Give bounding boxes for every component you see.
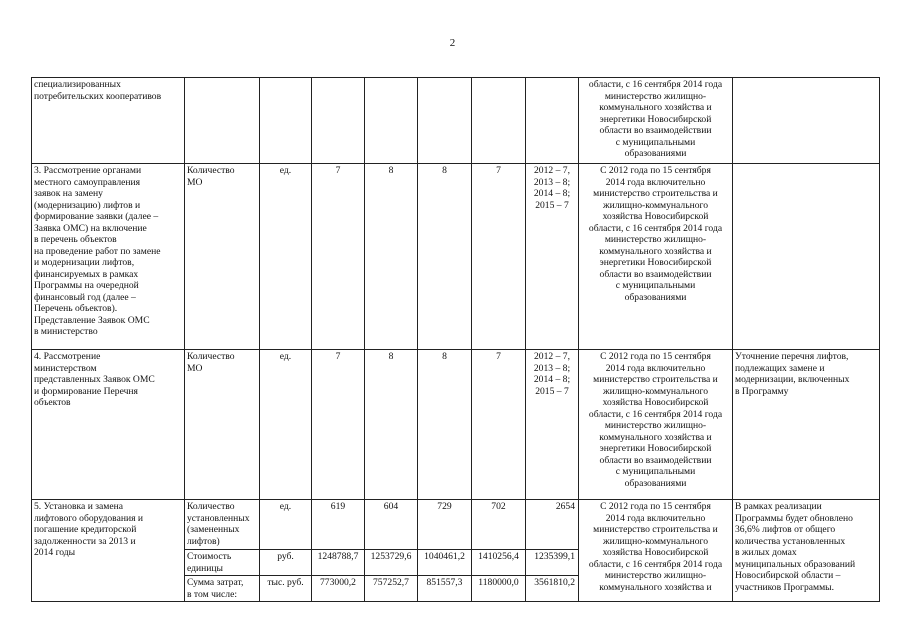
value-2015-cell: 7 [472, 350, 526, 500]
value-2012-cell: 1248788,7 [312, 550, 365, 576]
unit-cell: ед. [260, 350, 312, 500]
value-2014-cell: 851557,3 [418, 576, 472, 602]
value-2012-cell: 619 [312, 500, 365, 550]
result-cell [733, 164, 880, 350]
unit-cell [260, 78, 312, 164]
indicator-cell: Количество МО [185, 164, 260, 350]
value-2013-cell: 757252,7 [365, 576, 418, 602]
indicator-cell: Количество МО [185, 350, 260, 500]
result-cell: В рамках реализации Программы будет обновлено 36,6% лифтов от общего количества установленных в жилых домах муниципальных образований Новосибирской области – участников Программы. [733, 500, 880, 602]
value-2014-cell: 729 [418, 500, 472, 550]
executor-cell: С 2012 года по 15 сентября 2014 года включительно министерство строительства и жилищно-коммунального хозяйства Новосибирской области, с 16 сентября 2014 года министерство жилищно- коммунального хозяйства и энергетики Новосибирской области во взаимодействии с муниципальными образованиями [579, 350, 733, 500]
value-2012-cell [312, 78, 365, 164]
value-2014-cell: 8 [418, 164, 472, 350]
value-2012-cell: 773000,2 [312, 576, 365, 602]
value-2012-cell: 7 [312, 350, 365, 500]
value-2015-cell: 1410256,4 [472, 550, 526, 576]
indicator-cell [185, 78, 260, 164]
executor-cell: С 2012 года по 15 сентября 2014 года включительно министерство строительства и жилищно-коммунального хозяйства Новосибирской области, с 16 сентября 2014 года министерство жилищно- коммунального хозяйства и [579, 500, 733, 602]
event-cell: специализированных потребительских кооперативов [32, 78, 185, 164]
unit-cell: руб. [260, 550, 312, 576]
value-2015-cell: 702 [472, 500, 526, 550]
value-2013-cell: 1253729,6 [365, 550, 418, 576]
value-2015-cell [472, 78, 526, 164]
executor-cell: С 2012 года по 15 сентября 2014 года включительно министерство строительства и жилищно-коммунального хозяйства Новосибирской области, с 16 сентября 2014 года министерство жилищно- коммунального хозяйства и энергетики Новосибирской области во взаимодействии с муниципальными образованиями [579, 164, 733, 350]
value-2012-cell: 7 [312, 164, 365, 350]
value-2013-cell [365, 78, 418, 164]
program-activities-table [31, 77, 880, 602]
event-cell: 4. Рассмотрение министерством представленных Заявок ОМС и формирование Перечня объектов [32, 350, 185, 500]
table-row [32, 164, 880, 350]
table-row [32, 500, 880, 550]
result-cell [733, 78, 880, 164]
value-2015-cell: 1180000,0 [472, 576, 526, 602]
event-cell: 3. Рассмотрение органами местного самоуправления заявок на замену (модернизацию) лифтов и формирование заявки (далее – Заявка ОМС) на включение в перечень объектов на проведение работ по замене и модернизации лифтов, финансируемых в рамках Программы на очередной финансовый год (далее – Перечень объектов). Представление Заявок ОМС в министерство [32, 164, 185, 350]
value-2014-cell [418, 78, 472, 164]
unit-cell: ед. [260, 164, 312, 350]
page-number: 2 [449, 37, 456, 49]
period-cell [526, 78, 579, 164]
unit-cell: тыс. руб. [260, 576, 312, 602]
executor-cell: области, с 16 сентября 2014 года министерство жилищно- коммунального хозяйства и энергетики Новосибирской области во взаимодействии с муниципальными образованиями [579, 78, 733, 164]
value-2014-cell: 1040461,2 [418, 550, 472, 576]
table-row [32, 350, 880, 500]
event-cell: 5. Установка и замена лифтового оборудования и погашение кредиторской задолженности за 2013 и 2014 годы [32, 500, 185, 602]
total-cell: 1235399,1 [526, 550, 579, 576]
indicator-cell: Количество установленных (замененных лифтов) [185, 500, 260, 550]
period-cell: 2012 – 7, 2013 – 8; 2014 – 8; 2015 – 7 [526, 350, 579, 500]
unit-cell: ед. [260, 500, 312, 550]
table-row [32, 78, 880, 164]
value-2015-cell: 7 [472, 164, 526, 350]
result-cell: Уточнение перечня лифтов, подлежащих замене и модернизации, включенных в Программу [733, 350, 880, 500]
value-2013-cell: 604 [365, 500, 418, 550]
indicator-cell: Стоимость единицы [185, 550, 260, 576]
value-2013-cell: 8 [365, 164, 418, 350]
value-2013-cell: 8 [365, 350, 418, 500]
period-cell: 2012 – 7, 2013 – 8; 2014 – 8; 2015 – 7 [526, 164, 579, 350]
total-cell: 2654 [526, 500, 579, 550]
indicator-cell: Сумма затрат, в том числе: [185, 576, 260, 602]
value-2014-cell: 8 [418, 350, 472, 500]
total-cell: 3561810,2 [526, 576, 579, 602]
